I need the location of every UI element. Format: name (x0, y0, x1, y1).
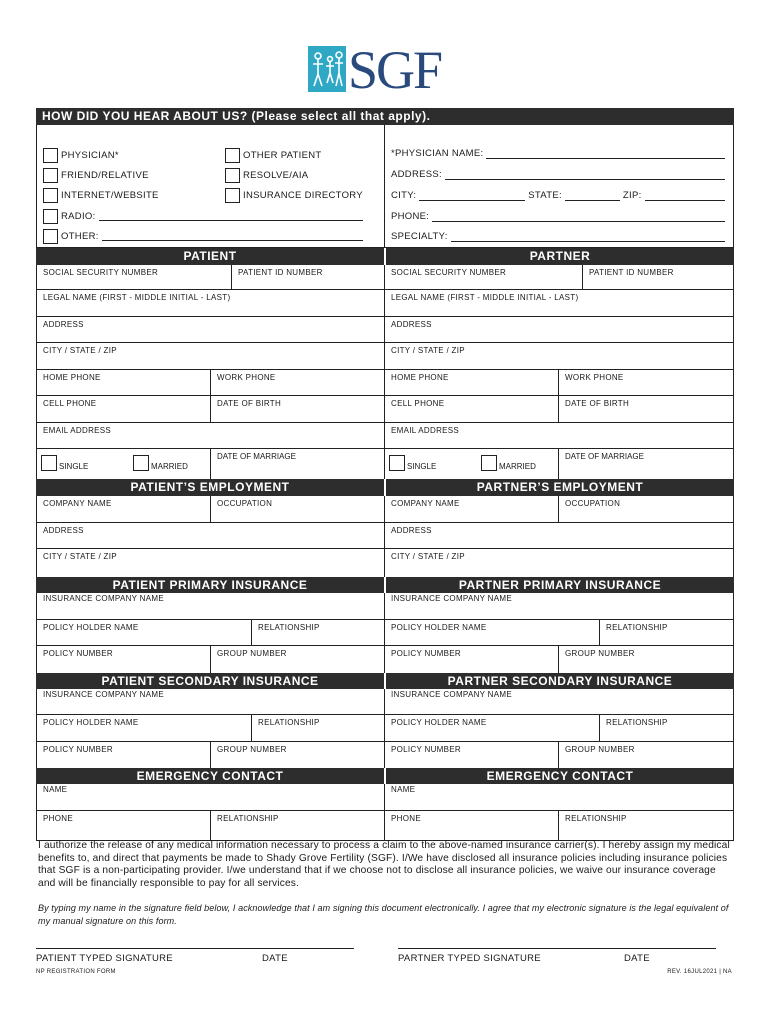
partner-heading: PARTNER (529, 249, 591, 263)
physician-details (385, 125, 733, 247)
partner-employer-address-field[interactable]: ADDRESS (391, 525, 432, 535)
partner-date-of-marriage-field[interactable]: DATE OF MARRIAGE (565, 452, 644, 461)
partner-secondary-insurer-field[interactable]: INSURANCE COMPANY NAME (391, 689, 512, 699)
checkbox[interactable] (41, 455, 57, 471)
partner-primary-insurance-heading: PARTNER PRIMARY INSURANCE (458, 578, 662, 592)
patient-married-option[interactable]: MARRIED (133, 455, 188, 471)
patient-secondary-policy-holder-field[interactable]: POLICY HOLDER NAME (37, 715, 252, 741)
radio-input-line[interactable] (99, 211, 363, 221)
employment-header (36, 479, 734, 496)
authorization-statement: I authorize the release of any medical information necessary to process a claim to the above-named insurance carrier(s). I hereby assign my medical benefits to, and direct that payments be made to Shady Grove Fertility (SGF). I/We have disclosed all insurance policies including insurance policies that SGF is a non-participating provider. I/we understand that if we choose not to disclose all insurance policies, we waive our insurance coverage and will be financially responsible to pay for all services. (38, 840, 730, 889)
checkbox[interactable] (133, 455, 149, 471)
patient-heading: PATIENT (36, 248, 386, 265)
checkbox[interactable] (225, 168, 240, 183)
patient-city-state-zip-field[interactable]: CITY / STATE / ZIP (43, 346, 117, 355)
partner-employment-heading: PARTNER’S EMPLOYMENT (476, 480, 644, 494)
option-resolve-aia[interactable]: RESOLVE/AIA (225, 167, 308, 183)
patient-employment-column (36, 496, 385, 577)
option-physician[interactable]: PHYSICIAN* (43, 147, 119, 163)
patient-emergency-name-field[interactable]: NAME (43, 785, 68, 794)
patient-employer-city-state-zip-field[interactable]: CITY / STATE / ZIP (43, 552, 117, 561)
partner-primary-relationship-field[interactable]: RELATIONSHIP (606, 622, 668, 632)
physician-phone-field[interactable]: PHONE: (391, 208, 725, 222)
partner-marital-status (385, 449, 559, 479)
partner-emergency-name-field[interactable]: NAME (391, 785, 416, 794)
patient-date-of-marriage-field[interactable]: DATE OF MARRIAGE (217, 452, 296, 461)
checkbox[interactable] (225, 148, 240, 163)
partner-emergency-phone-field[interactable]: PHONE (385, 811, 559, 840)
patient-secondary-insurance-column (36, 689, 385, 769)
patient-occupation-field[interactable]: OCCUPATION (217, 499, 273, 508)
partner-primary-insurance-column (385, 593, 734, 673)
partner-id-field[interactable]: PATIENT ID NUMBER (589, 268, 674, 277)
patient-primary-insurance-heading: PATIENT PRIMARY INSURANCE (36, 577, 386, 593)
patient-employer-address-field[interactable]: ADDRESS (43, 525, 84, 535)
partner-emergency-column (385, 784, 734, 841)
patient-secondary-insurance-heading: PATIENT SECONDARY INSURANCE (36, 673, 386, 689)
checkbox[interactable] (43, 168, 58, 183)
employment-section (36, 496, 734, 577)
patient-id-field[interactable]: PATIENT ID NUMBER (238, 268, 323, 277)
partner-secondary-insurance-heading: PARTNER SECONDARY INSURANCE (447, 673, 673, 688)
partner-employment-column (385, 496, 734, 577)
option-insurance-directory[interactable]: INSURANCE DIRECTORY (225, 187, 363, 203)
partner-company-name-field[interactable]: COMPANY NAME (385, 496, 559, 522)
partner-address-field[interactable]: ADDRESS (391, 319, 432, 329)
hear-about-us-title: HOW DID YOU HEAR ABOUT US? (Please select all that apply). (36, 108, 734, 125)
patient-single-option[interactable]: SINGLE (41, 455, 88, 471)
partner-date-label: DATE (624, 953, 650, 964)
partner-column (385, 265, 734, 479)
checkbox[interactable] (43, 209, 58, 224)
patient-legal-name-field[interactable]: LEGAL NAME (FIRST - MIDDLE INITIAL - LAST) (43, 293, 231, 302)
patient-primary-policy-number-field[interactable]: POLICY NUMBER (37, 646, 211, 673)
partner-city-state-zip-field[interactable]: CITY / STATE / ZIP (391, 346, 465, 355)
patient-marital-status (37, 449, 211, 479)
partner-emergency-relationship-field[interactable]: RELATIONSHIP (565, 813, 627, 823)
emergency-contact-header (36, 768, 734, 784)
patient-signature-label: PATIENT TYPED SIGNATURE (36, 953, 173, 964)
patient-address-field[interactable]: ADDRESS (43, 319, 84, 329)
patient-primary-relationship-field[interactable]: RELATIONSHIP (258, 622, 320, 632)
option-radio[interactable]: RADIO: (43, 208, 363, 224)
partner-email-field[interactable]: EMAIL ADDRESS (391, 425, 460, 435)
partner-emergency-contact-heading: EMERGENCY CONTACT (486, 769, 634, 783)
checkbox[interactable] (43, 188, 58, 203)
patient-column (36, 265, 385, 479)
patient-email-field[interactable]: EMAIL ADDRESS (43, 425, 112, 435)
patient-emergency-contact-heading: EMERGENCY CONTACT (36, 768, 386, 784)
patient-dob-field[interactable]: DATE OF BIRTH (217, 399, 282, 408)
secondary-insurance-section (36, 689, 734, 769)
option-other[interactable]: OTHER: (43, 228, 363, 244)
patient-secondary-group-number-field[interactable]: GROUP NUMBER (217, 744, 287, 754)
logo-wordmark: SGF (348, 40, 442, 100)
electronic-signature-statement: By typing my name in the signature field below, I acknowledge that I am signing this document electronically. I agree that my electronic signature is the legal equivalent of my manual signature on this form. (38, 903, 729, 926)
partner-primary-insurer-field[interactable]: INSURANCE COMPANY NAME (391, 594, 512, 603)
checkbox[interactable] (481, 455, 497, 471)
partner-signature-label: PARTNER TYPED SIGNATURE (398, 953, 541, 964)
referral-options (37, 125, 385, 247)
partner-secondary-policy-number-field[interactable]: POLICY NUMBER (385, 742, 559, 769)
patient-work-phone-field[interactable]: WORK PHONE (217, 372, 276, 382)
partner-work-phone-field[interactable]: WORK PHONE (565, 372, 624, 382)
option-internet-website[interactable]: INTERNET/WEBSITE (43, 187, 159, 203)
physician-name-field[interactable]: *PHYSICIAN NAME: (391, 145, 725, 159)
patient-company-name-field[interactable]: COMPANY NAME (37, 496, 211, 522)
physician-city-state-zip-field[interactable]: CITY: STATE: ZIP: (391, 187, 725, 201)
patient-primary-group-number-field[interactable]: GROUP NUMBER (217, 649, 287, 658)
partner-cell-phone-field[interactable]: CELL PHONE (385, 396, 559, 422)
primary-insurance-section (36, 593, 734, 673)
checkbox[interactable] (43, 229, 58, 244)
partner-employer-city-state-zip-field[interactable]: CITY / STATE / ZIP (391, 552, 465, 561)
option-friend-relative[interactable]: FRIEND/RELATIVE (43, 167, 149, 183)
option-other-patient[interactable]: OTHER PATIENT (225, 147, 322, 163)
partner-primary-policy-number-field[interactable]: POLICY NUMBER (385, 646, 559, 673)
revision-label: REV. 16JUL2021 | NA (667, 969, 732, 975)
physician-address-field[interactable]: ADDRESS: (391, 166, 725, 180)
partner-single-option[interactable]: SINGLE (389, 455, 436, 471)
patient-signature-line[interactable] (36, 948, 354, 949)
partner-married-option[interactable]: MARRIED (481, 455, 536, 471)
patient-secondary-policy-number-field[interactable]: POLICY NUMBER (37, 742, 211, 769)
partner-signature-line[interactable] (398, 948, 716, 949)
checkbox[interactable] (43, 148, 58, 163)
patient-emergency-column (36, 784, 385, 841)
partner-dob-field[interactable]: DATE OF BIRTH (565, 399, 630, 408)
patient-cell-phone-field[interactable]: CELL PHONE (37, 396, 211, 422)
patient-primary-insurer-field[interactable]: INSURANCE COMPANY NAME (43, 594, 164, 603)
partner-home-phone-field[interactable]: HOME PHONE (385, 370, 559, 396)
patient-primary-insurance-column (36, 593, 385, 673)
secondary-insurance-header (36, 673, 734, 689)
patient-employment-heading: PATIENT’S EMPLOYMENT (36, 479, 386, 496)
primary-insurance-header (36, 577, 734, 593)
patient-date-label: DATE (262, 953, 288, 964)
patient-home-phone-field[interactable]: HOME PHONE (37, 370, 211, 396)
partner-primary-group-number-field[interactable]: GROUP NUMBER (565, 649, 635, 658)
checkbox[interactable] (389, 455, 405, 471)
partner-occupation-field[interactable]: OCCUPATION (565, 499, 621, 508)
family-figures-icon (308, 46, 346, 92)
partner-secondary-group-number-field[interactable]: GROUP NUMBER (565, 744, 635, 754)
checkbox[interactable] (225, 188, 240, 203)
patient-emergency-relationship-field[interactable]: RELATIONSHIP (217, 813, 279, 823)
hear-about-us-section (36, 125, 734, 248)
patient-secondary-insurer-field[interactable]: INSURANCE COMPANY NAME (43, 689, 164, 699)
other-input-line[interactable] (102, 231, 363, 241)
partner-secondary-insurance-column (385, 689, 734, 769)
partner-secondary-policy-holder-field[interactable]: POLICY HOLDER NAME (385, 715, 600, 741)
patient-emergency-phone-field[interactable]: PHONE (37, 811, 211, 840)
partner-primary-policy-holder-field[interactable]: POLICY HOLDER NAME (385, 620, 600, 646)
patient-ssn-field[interactable]: SOCIAL SECURITY NUMBER (37, 265, 232, 289)
partner-ssn-field[interactable]: SOCIAL SECURITY NUMBER (385, 265, 583, 289)
registration-form (36, 108, 734, 841)
partner-secondary-relationship-field[interactable]: RELATIONSHIP (606, 718, 668, 727)
patient-primary-policy-holder-field[interactable]: POLICY HOLDER NAME (37, 620, 252, 646)
patient-secondary-relationship-field[interactable]: RELATIONSHIP (258, 718, 320, 727)
sgf-logo (308, 40, 462, 100)
patient-partner-header (36, 248, 734, 265)
physician-specialty-field[interactable]: SPECIALTY: (391, 228, 725, 242)
emergency-contact-section (36, 784, 734, 841)
patient-partner-section (36, 265, 734, 479)
partner-legal-name-field[interactable]: LEGAL NAME (FIRST - MIDDLE INITIAL - LAST) (391, 293, 579, 302)
form-name: NP REGISTRATION FORM (36, 969, 116, 975)
